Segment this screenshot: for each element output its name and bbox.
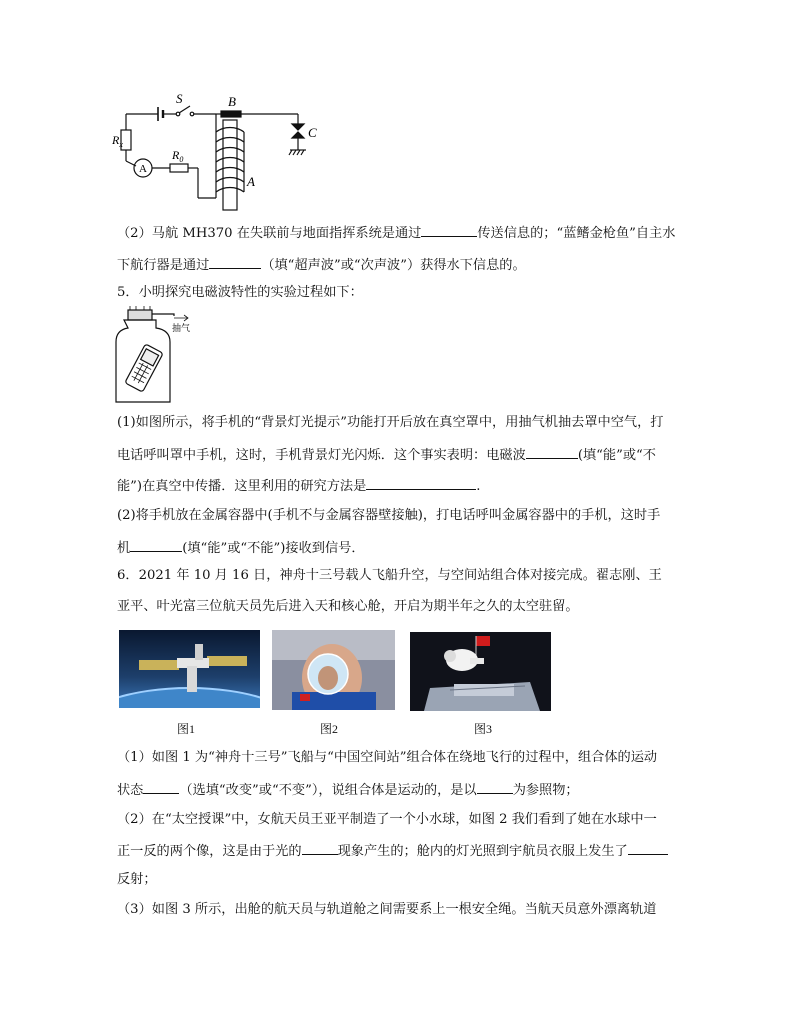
q6-p2-text-a: 正一反的两个像，这是由于光的	[117, 844, 302, 859]
figure-3-caption: 图3	[474, 722, 493, 736]
label-rx: R	[112, 133, 120, 147]
q5-part1-line3	[117, 475, 480, 497]
space-station-photo	[119, 630, 260, 708]
q6-part2-line1: （2）在“太空授课”中，女航天员王亚平制造了一个小水球，如图 2 我们看到了她在水球中一	[117, 812, 657, 827]
q4-p2-text-c: 下航行器是通过	[117, 258, 210, 273]
q6-p1-text-b: （选填“改变”或“不变”），说组合体是运动的，是以	[179, 783, 477, 798]
answer-blank[interactable]	[302, 840, 338, 855]
answer-blank[interactable]	[477, 779, 513, 794]
q4-part2-line1	[117, 222, 675, 244]
q5-p2-text-a: 机	[117, 541, 131, 556]
pump-label: 抽气	[172, 323, 191, 333]
answer-blank[interactable]	[421, 222, 477, 237]
vacuum-jar-phone-figure	[114, 306, 204, 406]
q6-intro-line1: 6．2021 年 10 月 16 日，神舟十三号载人飞船升空，与空间站组合体对接完成。翟志刚、王	[117, 568, 662, 583]
figure-2-caption: 图2	[320, 722, 339, 736]
label-r0-sub: 0	[179, 155, 184, 164]
figure-1-caption: 图1	[177, 722, 196, 736]
ammeter-label: A	[139, 163, 147, 175]
q4-p2-text-a: （2）马航 MH370 在失联前与地面指挥系统是通过	[117, 226, 422, 241]
answer-blank[interactable]	[628, 840, 668, 855]
answer-blank[interactable]	[143, 779, 179, 794]
q5-part2-line2	[117, 537, 365, 559]
q5-part2-line1: (2)将手机放在金属容器中(手机不与金属容器壁接触)，打电话呼叫金属容器中的手机，这时手	[117, 508, 661, 523]
q5-p1-text-b: (填“能”或“不	[577, 448, 656, 463]
q6-part3-line1: （3）如图 3 所示，出舱的航天员与轨道舱之间需要系上一根安全绳。当航天员意外漂离轨道	[117, 902, 657, 917]
q6-part2-line2	[117, 840, 668, 862]
svg-text:R0	[171, 148, 183, 164]
answer-blank[interactable]	[130, 537, 182, 552]
answer-blank[interactable]	[526, 444, 578, 459]
label-s: S	[176, 92, 183, 106]
q6-part1-line2	[117, 779, 579, 801]
q5-title: 5．小明探究电磁波特性的实验过程如下：	[117, 285, 363, 300]
label-a-coil: A	[247, 174, 255, 189]
q5-p1-text-c: 能”)在真空中传播．这里利用的研究方法是	[117, 479, 367, 494]
q5-part1-line1: (1)如图所示，将手机的“背景灯光提示”功能打开后放在真空罩中，用抽气机抽去罩中空气，打	[117, 415, 664, 430]
q5-p1-text-a: 电话呼叫罩中手机，这时，手机背景灯光闪烁．这个事实表明：电磁波	[117, 448, 526, 463]
q6-part1-line1: （1）如图 1 为“神舟十三号”飞船与“中国空间站”组合体在绕地飞行的过程中，组合体的运动	[117, 750, 658, 765]
q6-part2-line3: 反射；	[117, 872, 157, 887]
label-r0: R	[172, 148, 180, 162]
q6-p1-text-a: 状态	[117, 783, 144, 798]
electromagnet-circuit-diagram	[112, 92, 332, 217]
answer-blank[interactable]	[209, 254, 261, 269]
spacewalk-astronaut-photo	[410, 632, 551, 711]
q6-intro-line2: 亚平、叶光富三位航天员先后进入天和核心舱，开启为期半年之久的太空驻留。	[117, 599, 579, 614]
q4-p2-text-d: （填“超声波”或“次声波”）获得水下信息的。	[261, 258, 526, 273]
answer-blank[interactable]	[366, 475, 476, 490]
label-b: B	[228, 94, 236, 109]
q5-part1-line2	[117, 444, 656, 466]
q4-part2-line2	[117, 254, 526, 276]
label-rx-sub: x	[119, 140, 123, 149]
q6-p1-text-c: 为参照物；	[512, 783, 579, 798]
label-c: C	[308, 125, 317, 140]
svg-text:Rx	[112, 133, 123, 149]
q4-p2-text-b: 传送信息的；“蓝鳍金枪鱼”自主水	[477, 226, 676, 241]
q5-p2-text-b: (填“能”或“不能”)接收到信号．	[182, 541, 365, 556]
q5-p1-text-d: .	[476, 479, 481, 494]
q6-p2-text-b: 现象产生的；舱内的灯光照到宇航员衣服上发生了	[337, 844, 628, 859]
astronaut-water-ball-photo	[272, 630, 395, 710]
